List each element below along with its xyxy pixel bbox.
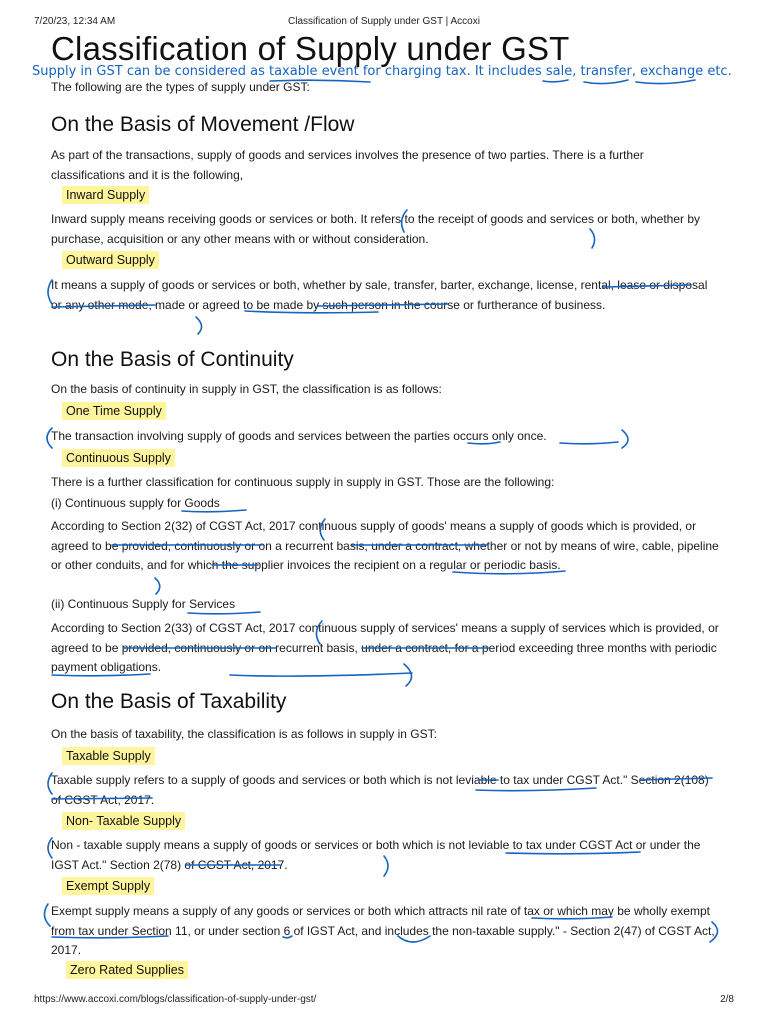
bracket-outward-close bbox=[196, 317, 202, 334]
print-header bbox=[34, 16, 734, 30]
taxability-text: On the basis of taxability, the classification is as follows in supply in GST: bbox=[51, 727, 437, 741]
continuous-goods-text: According to Section 2(32) of CGST Act, 2017 continuous supply of goods' means a supply of goods which is provided, or agreed to be provided, continuously or on a recurrent basis, under a contract, whether or not by means of wire, cable, pipeline or other conduits, and for which the supplier invoices the recipient on a regular or periodic basis. bbox=[51, 519, 719, 572]
continuous-goods-subheading: (i) Continuous supply for Goods bbox=[51, 496, 220, 510]
print-url: https://www.accoxi.com/blogs/classification-of-supply-under-gst/ bbox=[34, 994, 317, 1005]
intro-text: The following are the types of supply under GST: bbox=[51, 80, 310, 94]
underline-for-services bbox=[188, 612, 260, 614]
taxable-supply-text: Taxable supply refers to a supply of goods and services or both which is not leviable to tax under CGST Act." Section 2(108) of CGST Act, 2017. bbox=[51, 773, 709, 807]
continuous-services-subheading: (ii) Continuous Supply for Services bbox=[51, 597, 236, 611]
note-underline-exchange bbox=[636, 80, 695, 84]
continuous-services-text: According to Section 2(33) of CGST Act, 2017 continuous supply of services' means a supply of services which is provided, or agreed to be provided, continuously or on recurrent basis, under a contract, for a period exceeding three months with periodic payment obligations. bbox=[51, 621, 719, 674]
label-outward-supply: Outward Supply bbox=[62, 251, 159, 269]
label-one-time-supply: One Time Supply bbox=[62, 402, 166, 420]
movement-text: As part of the transactions, supply of goods and services involves the presence of two parties. There is a further classifications and it is the following, bbox=[51, 148, 644, 182]
label-continuous-supply: Continuous Supply bbox=[62, 449, 175, 467]
underline-for-goods bbox=[182, 510, 246, 512]
section-heading-continuity: On the Basis of Continuity bbox=[51, 348, 294, 371]
continuity-text: On the basis of continuity in supply in GST, the classification is as follows: bbox=[51, 382, 442, 396]
print-footer bbox=[34, 994, 734, 1008]
section-heading-movement: On the Basis of Movement /Flow bbox=[51, 113, 355, 136]
label-taxable-supply: Taxable Supply bbox=[62, 747, 155, 765]
continuous-supply-text: There is a further classification for continuous supply in supply in GST. Those are the following: bbox=[51, 475, 555, 489]
print-page-title: Classification of Supply under GST | Accoxi bbox=[288, 16, 480, 27]
bracket-exempt-open bbox=[44, 904, 50, 926]
bracket-goods-close bbox=[155, 578, 160, 594]
label-exempt-supply: Exempt Supply bbox=[62, 877, 154, 895]
print-page-number: 2/8 bbox=[720, 994, 734, 1005]
note-underline-transfer bbox=[584, 80, 628, 84]
section-heading-taxability: On the Basis of Taxability bbox=[51, 690, 287, 713]
non-taxable-supply-text: Non - taxable supply means a supply of goods or services or both which is not leviable to tax under CGST Act or under the IGST Act." Section 2(78) of CGST Act, 2017. bbox=[51, 838, 701, 872]
exempt-supply-text: Exempt supply means a supply of any goods or services or both which attracts nil rate of tax or which may be wholly exempt from tax under Section 11, or under section 6 of IGST Act, and includes the non-taxable supply." - Section 2(47) of CGST Act, 2017. bbox=[51, 904, 715, 957]
print-datetime: 7/20/23, 12:34 AM bbox=[34, 16, 116, 27]
document-title: Classification of Supply under GST bbox=[51, 30, 570, 67]
note-underline-sale bbox=[543, 80, 568, 82]
label-non-taxable-supply: Non- Taxable Supply bbox=[62, 812, 185, 830]
handwritten-note: Supply in GST can be considered as taxable event for charging tax. It includes sale, transfer, exchange etc. bbox=[32, 64, 732, 79]
one-time-supply-text: The transaction involving supply of goods and services between the parties occurs only once. bbox=[51, 429, 547, 443]
label-zero-rated-supplies: Zero Rated Supplies bbox=[66, 961, 188, 979]
outward-supply-text: It means a supply of goods or services or both, whether by sale, transfer, barter, exchange, license, rental, lease or disposal or any other mode, made or agreed to be made by such person in the course or furtherance of business. bbox=[51, 278, 708, 312]
inward-supply-text: Inward supply means receiving goods or services or both. It refers to the receipt of goods and services or both, whether by purchase, acquisition or any other means with or without consideration. bbox=[51, 212, 701, 246]
label-inward-supply: Inward Supply bbox=[62, 186, 149, 204]
